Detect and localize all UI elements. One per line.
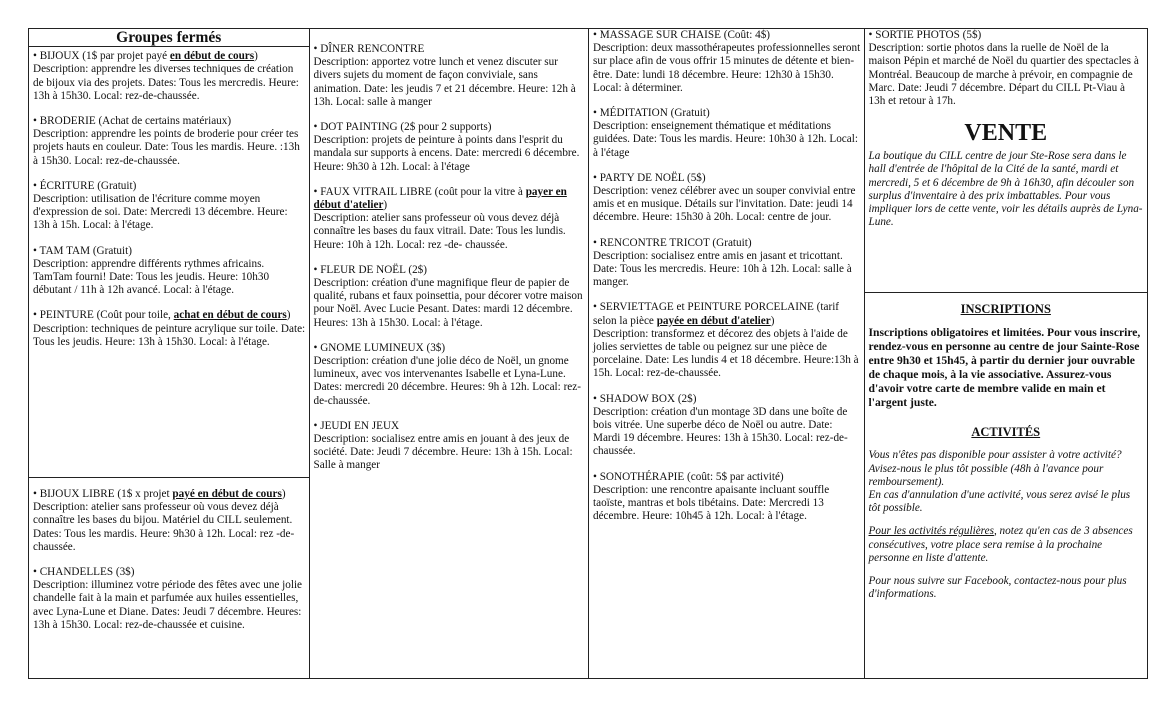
inscriptions-heading: INSCRIPTIONS (960, 302, 1051, 316)
activity-item (33, 50, 306, 103)
activity-description: Description: atelier sans professeur où vous devez déjà connaître les bases du bijou. Matériel du CILL seulement. Dates: Tous les mardis. Heure: 9h30 à 12h. Local: rez -de-chaussée. (33, 501, 295, 553)
activity-title (314, 43, 586, 56)
activity-title-text: • FLEUR DE NOËL (2$) (313, 263, 427, 276)
activity-description: Description: une rencontre apaisante incluant souffle taoïste, mantras et bols tibétains. Date: Mercredi 13 décembre. Heure: 10h45 à 12h. Local: à l'étage. (593, 483, 830, 523)
activity-description: Description: apprendre les points de broderie pour créer tes projets hauts en couleur. Date: Tous les mardis. Heure. :13h à 15h30. Local: rez-de-chaussée. (33, 128, 300, 167)
activity-title-text: • GNOME LUMINEUX (3$) (313, 341, 446, 354)
activity-description: Description: création d'une jolie déco de Noël, un gnome lumineux, avec vos intervenantes Isabelle et Lyna-Lune. Dates: mercredi 20 décembre. Heures: 9h à 12h. Local: rez-de-chaussée. (313, 355, 581, 407)
activity-title (593, 471, 861, 484)
activity-title (314, 342, 586, 355)
activity-description: Description: transformez et décorez des objets à l'aide de jolies serviettes de table ou peignez sur une pièce de porcelaine. Date: Les lundis 4 et 18 décembre. Heure:13h à 15h. Local: rez-de-chaussée. (593, 327, 859, 380)
activity-description: Description: deux massothérapeutes professionnelles seront sur place afin de vous offrir 15 minutes de détente et bien-être. Date: lundi 18 décembre. Heure: 12h30 à 15h30. Local: à déterminer. (593, 42, 861, 94)
activity-item (593, 107, 861, 160)
activity-title (33, 50, 306, 63)
activity-title (33, 180, 306, 193)
closed-groups-heading: Groupes fermés (29, 29, 309, 47)
activity-description: Description: enseignement thématique et méditations guidées. Date: Tous les mardis. Heure: 10h30 à 12h. Local: à l'étage (593, 120, 858, 159)
activity-description: Description: projets de peinture à points dans l'esprit du mandala sur supports à encens. Date: mercredi 6 décembre. Heure: 9h30 à 12h. Local: à l'étage (313, 134, 580, 173)
closed-groups-section (29, 29, 309, 478)
activity-item (33, 115, 306, 168)
closed-groups-list (33, 50, 306, 349)
column-4 (865, 29, 1147, 678)
activity-description: Description: socialisez entre amis en jouant à des jeux de société. Date: Jeudi 7 décembre. Heure: 13h à 15h. Local: Salle à manger (313, 433, 573, 472)
activity-title-text: • ÉCRITURE (Gratuit) (33, 179, 137, 192)
activity-item (593, 172, 861, 225)
activities-list-3 (593, 29, 861, 524)
activity-item (314, 121, 586, 174)
vente-text: La boutique du CILL centre de jour Ste-Rose sera dans le hall d'entrée de l'hôpital de la Cité de la santé, mardi et mercredi, 5 et 6 décembre de 9h à 16h30, afin découler son surplus d'inventaire à des prix imbattables. Pour vous impliquer lors de cette vente, voir les détails auprès de Lyna-Lune. (868, 150, 1143, 229)
activity-title: • SORTIE PHOTOS (5$) (868, 29, 982, 41)
free-workshops-list (33, 488, 306, 632)
absence-rule: , notez qu'en cas de 3 absences consécutives, votre place sera remise à la prochaine personne en liste d'attente. (868, 525, 1133, 564)
activity-title-text: • CHANDELLES (3$) (33, 566, 135, 579)
activity-item (593, 237, 861, 290)
activity-description: Description: sortie photos dans la ruelle de Noël de la maison Pépin et marché de Noël du quartier des spectacles à Montréal. Beaucoup de marche à prévoir, en compagnie de Marc. Date: Jeudi 7 décembre. Départ du CILL Pt-Viau à 13h et retour à 17h. (868, 42, 1139, 108)
sortie-vente-section (865, 29, 1147, 293)
activity-title-text: • PARTY DE NOËL (5$) (593, 171, 706, 184)
activity-title-suffix: ) (254, 50, 258, 63)
activity-description: Description: apprendre différents rythmes africains. TamTam fourni! Date: Tous les jeudis. Heure: 10h30 débutant / 11h à 12h avancé. Local: à l'étage. (33, 257, 270, 297)
activity-title (593, 393, 861, 406)
payment-note: payé en début de cours (172, 488, 282, 500)
activity-item (593, 393, 861, 459)
activity-title-text: • SHADOW BOX (2$) (593, 392, 697, 405)
payment-note: payer en début d'atelier (313, 185, 567, 212)
column-2 (310, 29, 590, 678)
activity-item (593, 471, 861, 524)
free-workshops-section (29, 478, 309, 678)
activity-title (314, 420, 586, 433)
activity-title-suffix: ) (383, 199, 388, 212)
activity-title (314, 186, 586, 212)
activity-item (33, 245, 306, 298)
column-3 (589, 29, 865, 678)
activity-title-suffix: ) (281, 488, 286, 500)
activity-item-sortie-photos (869, 29, 1143, 108)
activity-item (33, 488, 306, 554)
activity-description: Description: socialisez entre amis en jasant et tricottant. Date: Tous les mercredis. Heure: 10h à 12h. Local: salle à manger. (593, 249, 852, 289)
activity-title-text: • RENCONTRE TRICOT (Gratuit) (593, 236, 752, 249)
activity-item (314, 186, 586, 252)
activity-title-suffix: ) (770, 314, 775, 327)
activity-title-text: • BIJOUX (1$ par projet payé (33, 50, 170, 63)
column-1 (29, 29, 310, 678)
activity-item (314, 342, 586, 408)
cancel-notice-2: En cas d'annulation d'une activité, vous serez avisé le plus tôt possible. (868, 489, 1131, 515)
activity-title (593, 172, 861, 185)
activity-title (33, 245, 306, 258)
activity-title-text: • PEINTURE (Coût pour toile, (33, 309, 174, 322)
regular-activities-label: Pour les activités régulières (868, 525, 994, 538)
activity-item (593, 29, 861, 95)
activity-description: Description: illuminez votre période des fêtes avec une jolie chandelle fait à la main et parfumée aux huiles essentielles, avec Lyna-Lune et Diane. Dates: Jeudi 7 décembre. Heures: 13h à 15h30. Local: rez-de-chaussée et cuisine. (33, 579, 303, 631)
activity-item (33, 309, 306, 349)
activites-paragraph-1 (869, 449, 1143, 515)
activity-title (314, 264, 586, 277)
activities-list-2 (314, 43, 586, 473)
activites-paragraph-2 (869, 525, 1143, 565)
activity-item (314, 43, 586, 109)
payment-note: payée en début d'atelier (656, 314, 771, 327)
activity-title (33, 115, 306, 128)
activity-title-text: • DOT PAINTING (2$ pour 2 supports) (313, 121, 492, 134)
activity-description: Description: venez célébrer avec un souper convivial entre amis et en musique. Détails sur l'invitation. Date: jeudi 14 décembre. Heure: 15h30 à 20h. Local: centre de jour. (593, 185, 856, 224)
activity-description: Description: apprendre les diverses techniques de création de bijoux via des projets. Dates: Tous les mercredis. Heure: 13h à 15h30. Local: rez-de-chaussée. (33, 63, 299, 102)
activity-title-suffix: ) (286, 309, 291, 322)
info-section (865, 293, 1147, 678)
activity-title-text: • JEUDI EN JEUX (313, 419, 400, 432)
activity-item (33, 180, 306, 233)
activity-title (593, 301, 861, 327)
activity-title-text: • MASSAGE SUR CHAISE (Coût: 4$) (593, 29, 771, 41)
inscriptions-text: Inscriptions obligatoires et limitées. Pour vous inscrire, rendez-vous en personne au centre de jour Sainte-Rose entre 9h30 et 15h45, à partir du dernier jour ouvrable de chaque mois, à la vie associative. Assurez-vous d'avoir votre carte de membre valide en main et l'argent juste. (868, 326, 1141, 410)
activity-description: Description: création d'une magnifique fleur de papier de qualité, rubans et faux poinsettia, pour décorer votre maison pour Noël. Avec Lucie Pesant. Dates: mardi 12 décembre. Heures: 13h à 15h30. Local: à l'étage. (313, 277, 583, 329)
activity-title-text: • BIJOUX LIBRE (1$ x projet (33, 488, 173, 500)
activity-title-text: • FAUX VITRAIL LIBRE (coût pour la vitre à (313, 185, 526, 198)
activity-title (593, 29, 861, 42)
vente-heading: VENTE (964, 120, 1048, 147)
activity-description: Description: techniques de peinture acrylique sur toile. Date: Tous les jeudis. Heure: 13h à 15h30. Local: à l'étage. (33, 322, 306, 348)
activity-title (593, 107, 861, 120)
activity-title-text: • MÉDITATION (Gratuit) (593, 107, 710, 120)
activity-title (33, 309, 306, 322)
activity-title-text: • DÎNER RENCONTRE (313, 43, 425, 55)
activity-title-text: • SERVIETTAGE et PEINTURE PORCELAINE (tarif selon la pièce (593, 301, 840, 327)
activity-title (33, 566, 306, 579)
activity-title (314, 121, 586, 134)
activity-title-text: • SONOTHÉRAPIE (coût: 5$ par activité) (593, 470, 784, 483)
activity-description: Description: utilisation de l'écriture comme moyen d'expression de soi. Date: Mercredi 13 décembre. Heure: 13h à 15h. Local: à l'étage. (33, 193, 288, 232)
activity-title (33, 488, 306, 501)
activity-title-text: • TAM TAM (Gratuit) (33, 244, 132, 257)
activity-title-text: • BRODERIE (Achat de certains matériaux) (33, 115, 232, 128)
activity-item (593, 301, 861, 380)
activity-title (593, 237, 861, 250)
activity-description: Description: création d'un montage 3D dans une boîte de bois vitrée. Une superbe déco de Noël ou autre. Date: Mardi 19 décembre. Heures: 13h à 15h30. Local: rez-de-chaussée. (593, 405, 848, 458)
payment-note: achat en début de cours (173, 309, 287, 322)
cancel-notice: Vous n'êtes pas disponible pour assister à votre activité? Avisez-nous le plus tôt possible (48h à l'avance pour remboursement). (868, 449, 1122, 488)
payment-note: en début de cours (169, 50, 255, 63)
activity-description: Description: atelier sans professeur où vous devez déjà connaître les bases du faux vitrail. Date: Tous les lundis. Heure: 10h à 12h. Local: rez -de- chaussée. (313, 212, 566, 251)
activity-item (314, 264, 586, 330)
activity-description: Description: apportez votre lunch et venez discuter sur divers sujets du moment de façon conviviale, sans animation. Date: les jeudis 7 et 21 décembre. Heure: 12h à 13h. Local: salle à manger (313, 56, 576, 108)
activity-sheet (28, 28, 1148, 679)
activity-item (314, 420, 586, 473)
activites-heading: ACTIVITÉS (971, 425, 1041, 440)
facebook-note: Pour nous suivre sur Facebook, contactez-nous pour plus d'informations. (868, 575, 1127, 601)
activity-item (33, 566, 306, 632)
